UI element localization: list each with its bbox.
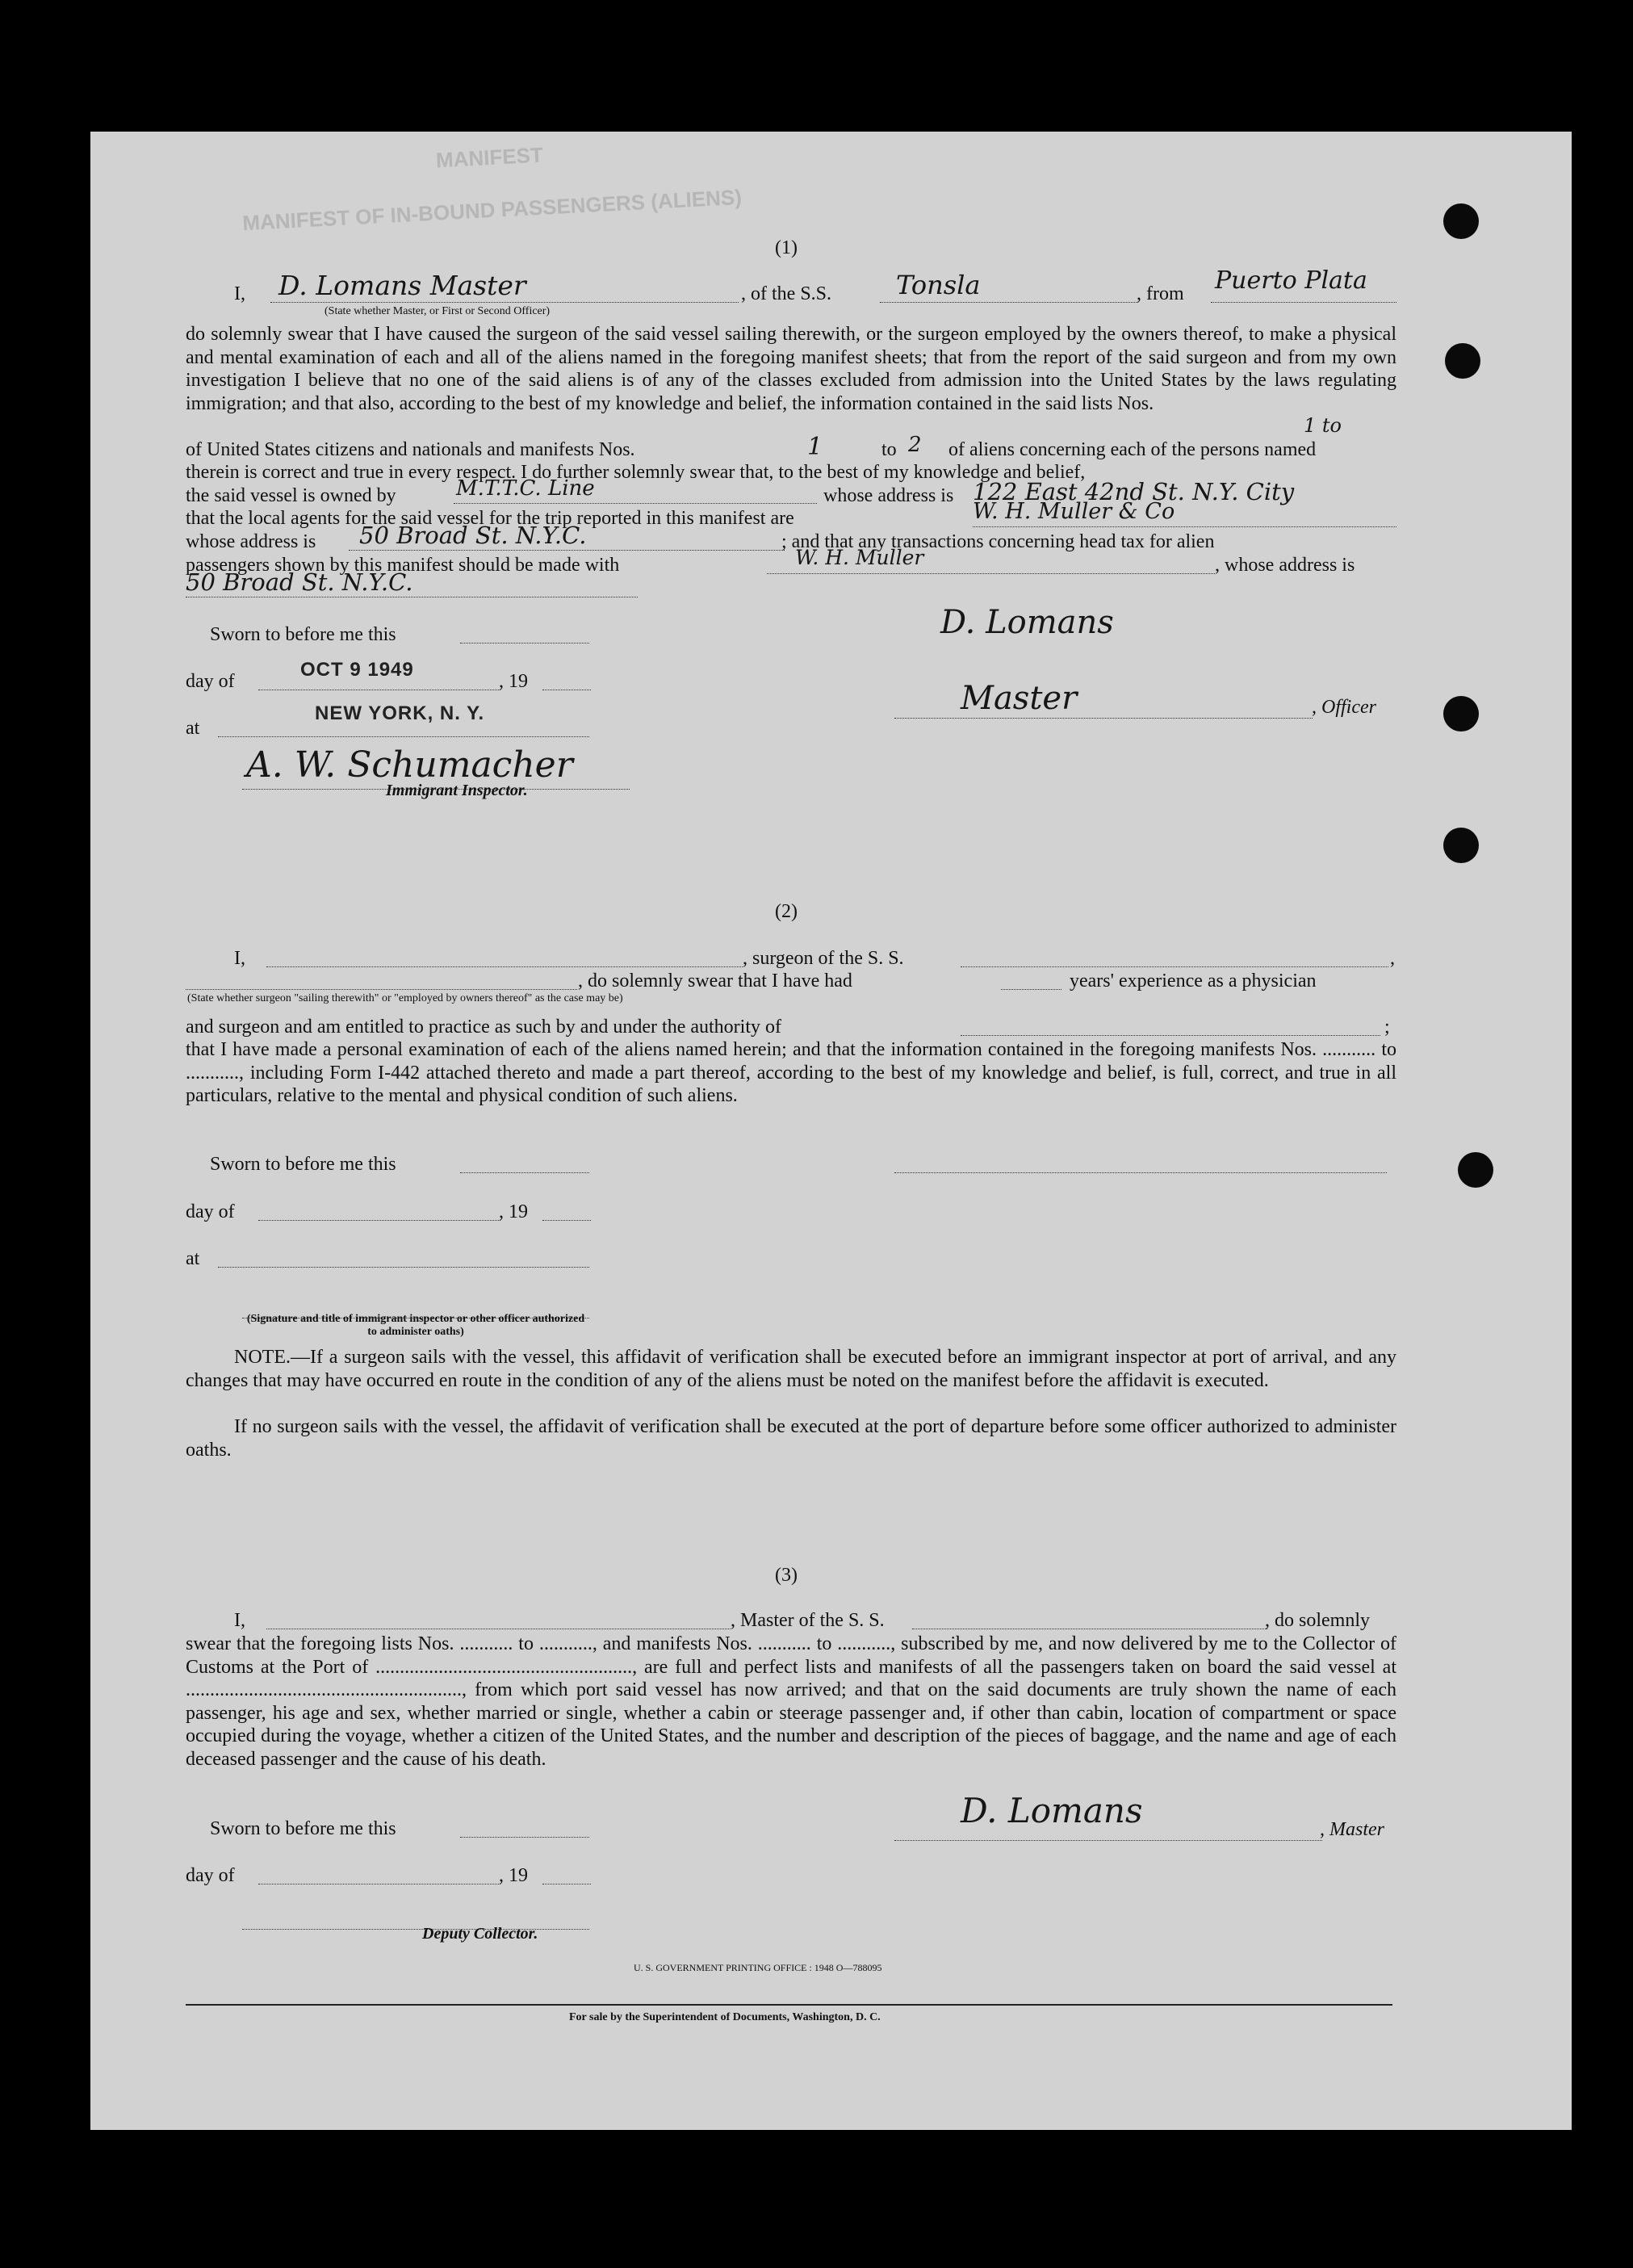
- i-prefix-2: I,: [234, 948, 245, 969]
- year-line-3: [542, 1866, 591, 1884]
- nineteen-2: , 19: [499, 1201, 528, 1222]
- head-tax-handwriting: W. H. Muller: [795, 546, 924, 569]
- section-1-number: (1): [775, 237, 798, 258]
- day-of-label-2: day of: [186, 1201, 235, 1222]
- from-label: , from: [1137, 283, 1184, 304]
- sworn-label-1: Sworn to before me this: [210, 624, 396, 645]
- authority-label: and surgeon and am entitled to practice as such by and under the authority of: [186, 1017, 781, 1038]
- agents-address-handwriting: 50 Broad St. N.Y.C.: [359, 522, 587, 549]
- signature-caption-2: (Signature and title of immigrant inspector or other officer authorized to administer oaths): [246, 1313, 585, 1338]
- nineteen-1: , 19: [499, 671, 528, 692]
- authority-line: [961, 1017, 1380, 1036]
- officer-title-line: [894, 700, 1313, 719]
- nineteen-3: , 19: [499, 1865, 528, 1886]
- do-solemnly-3: , do solemnly: [1265, 1610, 1370, 1631]
- semicolon-2: ;: [1384, 1017, 1390, 1038]
- whose-address-is: , whose address is: [1215, 555, 1355, 576]
- therein-line: therein is correct and true in every respect. I do further solemnly swear that, to the best of my knowledge and belief,: [186, 462, 1086, 483]
- surgeon-of-label: , surgeon of the S. S.: [743, 948, 904, 969]
- master-title-handwriting: Master: [961, 680, 1078, 717]
- officer-name-handwriting: D. Lomans Master: [278, 270, 526, 301]
- surgeon-caption: (State whether surgeon "sailing therewith" or "employed by owners thereof" as the case may be): [187, 992, 623, 1004]
- punch-hole: [1445, 343, 1480, 379]
- manifests-line: of United States citizens and nationals and manifests Nos.: [186, 439, 635, 460]
- manifest-to-handwriting: 2: [908, 433, 922, 457]
- officer-label: , Officer: [1312, 697, 1376, 718]
- master-signature-1: D. Lomans: [940, 604, 1114, 641]
- passengers-text: passengers shown by this manifest should be made with: [186, 555, 620, 576]
- sworn-line-1: [460, 625, 589, 644]
- master-name-line-3: [266, 1611, 731, 1629]
- i-prefix-3: I,: [234, 1610, 245, 1631]
- year-line-1: [542, 672, 591, 690]
- day-of-line-3: [258, 1866, 500, 1884]
- note-paragraph-2: If no surgeon sails with the vessel, the affidavit of verification shall be executed at the port of departure before some officer authorized to administer oaths.: [186, 1416, 1396, 1461]
- years-experience: years' experience as a physician: [1070, 971, 1317, 991]
- immigrant-inspector-caption: Immigrant Inspector.: [386, 782, 528, 799]
- surgeon-capacity-line: [186, 971, 577, 990]
- signature-line-2: [894, 1155, 1387, 1173]
- i-prefix: I,: [234, 283, 245, 304]
- section-1-paragraph: do solemnly swear that I have caused the surgeon of the said vessel sailing therewith, or the surgeon employed by the owners thereof, to make a physical and mental examination of each and all of the aliens named in the foregoing manifest sheets; that from the report of the said surgeon and from my own investigation I believe that no one of the said aliens is of any of the classes excluded from admission into the United States by the laws regulating immigration; and that also, according to the best of my knowledge and belief, the information contained in the said lists Nos.: [186, 324, 1396, 414]
- of-ss-label: , of the S.S.: [741, 283, 832, 304]
- agents-handwriting: W. H. Muller & Co: [973, 499, 1175, 524]
- head-tax-text: ; and that any transactions concerning head tax for alien: [781, 531, 1215, 552]
- sworn-label-2: Sworn to before me this: [210, 1154, 396, 1175]
- section-2-paragraph: that I have made a personal examination of each of the aliens named herein; and that the information contained in the foregoing manifests Nos. ........... to ..........., including Form I-442 attached thereto and made a part thereof, according to the best of my knowledge and belief, is full, correct, and true in all particulars, relative to the mental and physical condition of such aliens.: [186, 1039, 1396, 1106]
- surgeon-vessel-line: [961, 949, 1388, 967]
- master-sig-line-3: [894, 1822, 1322, 1841]
- punch-hole: [1443, 696, 1479, 732]
- head-tax-address-handwriting: 50 Broad St. N.Y.C.: [186, 568, 413, 596]
- punch-hole: [1458, 1152, 1493, 1188]
- master-of-label: , Master of the S. S.: [731, 1610, 885, 1631]
- section-2-number: (2): [775, 901, 798, 922]
- year-line-2: [542, 1202, 591, 1221]
- sworn-label-3: Sworn to before me this: [210, 1818, 396, 1839]
- faint-header-2: MANIFEST: [435, 142, 544, 173]
- aliens-concerning: of aliens concerning each of the persons named: [948, 439, 1317, 460]
- master-signature-3: D. Lomans: [961, 1791, 1143, 1830]
- agents-label: that the local agents for the said vessel for the trip reported in this manifest are: [186, 508, 794, 529]
- from-port-handwriting: Puerto Plata: [1215, 266, 1367, 295]
- at-line-2: [218, 1249, 589, 1268]
- punch-hole: [1443, 828, 1479, 863]
- agents-address-label: whose address is: [186, 531, 316, 552]
- owner-address-label: whose address is: [823, 485, 954, 506]
- day-of-label-3: day of: [186, 1865, 235, 1886]
- officer-caption: (State whether Master, or First or Second Officer): [325, 305, 551, 317]
- comma-2: ,: [1390, 948, 1395, 969]
- master-label-3: , Master: [1320, 1819, 1384, 1840]
- at-label-2: at: [186, 1248, 200, 1269]
- day-of-line-2: [258, 1202, 500, 1221]
- for-sale-line: For sale by the Superintendent of Documents, Washington, D. C.: [569, 2011, 881, 2023]
- owned-by-label: the said vessel is owned by: [186, 485, 396, 506]
- faint-header: MANIFEST OF IN-BOUND PASSENGERS (ALIENS): [241, 184, 743, 236]
- section-3-number: (3): [775, 1565, 798, 1586]
- punch-hole: [1443, 203, 1479, 239]
- owner-address-handwriting: 122 East 42nd St. N.Y. City: [973, 478, 1295, 505]
- at-label-1: at: [186, 718, 200, 739]
- manifest-to-label: to: [881, 439, 897, 460]
- section-3-paragraph: swear that the foregoing lists Nos. ........... to ..........., and manifests Nos. ........... to ..........., subscribed by me, and now delivered by me to the Collector of Customs at the Port of ....................................................., are full and perfect lists and manifests of all the passengers taken on board the said vessel at ........................................................., from which port said vessel has now arrived; and that on the said documents are truly shown the name of each passenger, his age and sex, whether married or single, whether a cabin or steerage passenger and, if other than cabin, location of compartment or space occupied during the voyage, whether a citizen of the United States, and the number and description of the pieces of baggage, and the name and age of each deceased passenger and the cause of his death.: [186, 1633, 1396, 1770]
- sworn-line-3: [460, 1819, 589, 1838]
- inspector-signature: A. W. Schumacher: [246, 744, 573, 786]
- printing-office-line: U. S. GOVERNMENT PRINTING OFFICE : 1948 O—788095: [634, 1962, 882, 1973]
- date-stamp: OCT 9 1949: [300, 659, 414, 681]
- footer-rule: [186, 2004, 1392, 2006]
- deputy-collector-caption: Deputy Collector.: [422, 1925, 538, 1943]
- vessel-handwriting: Tonsla: [896, 270, 981, 300]
- day-of-label-1: day of: [186, 671, 235, 692]
- years-line: [1001, 971, 1061, 990]
- sworn-line-2: [460, 1155, 589, 1173]
- note-paragraph-1: NOTE.—If a surgeon sails with the vessel, this affidavit of verification shall be executed before an immigrant inspector at port of arrival, and any changes that may have occurred en route in the condition of any of the aliens must be noted on the manifest before the affidavit is executed.: [186, 1347, 1396, 1391]
- surgeon-swear-label: , do solemnly swear that I have had: [578, 971, 852, 991]
- owner-handwriting: M.T.T.C. Line: [456, 476, 595, 501]
- manifest-from-handwriting: 1: [807, 433, 823, 461]
- place-stamp: NEW YORK, N. Y.: [315, 702, 485, 724]
- lists-nos-handwriting: 1 to: [1304, 414, 1342, 437]
- surgeon-name-line: [266, 949, 743, 967]
- master-vessel-line: [912, 1611, 1267, 1629]
